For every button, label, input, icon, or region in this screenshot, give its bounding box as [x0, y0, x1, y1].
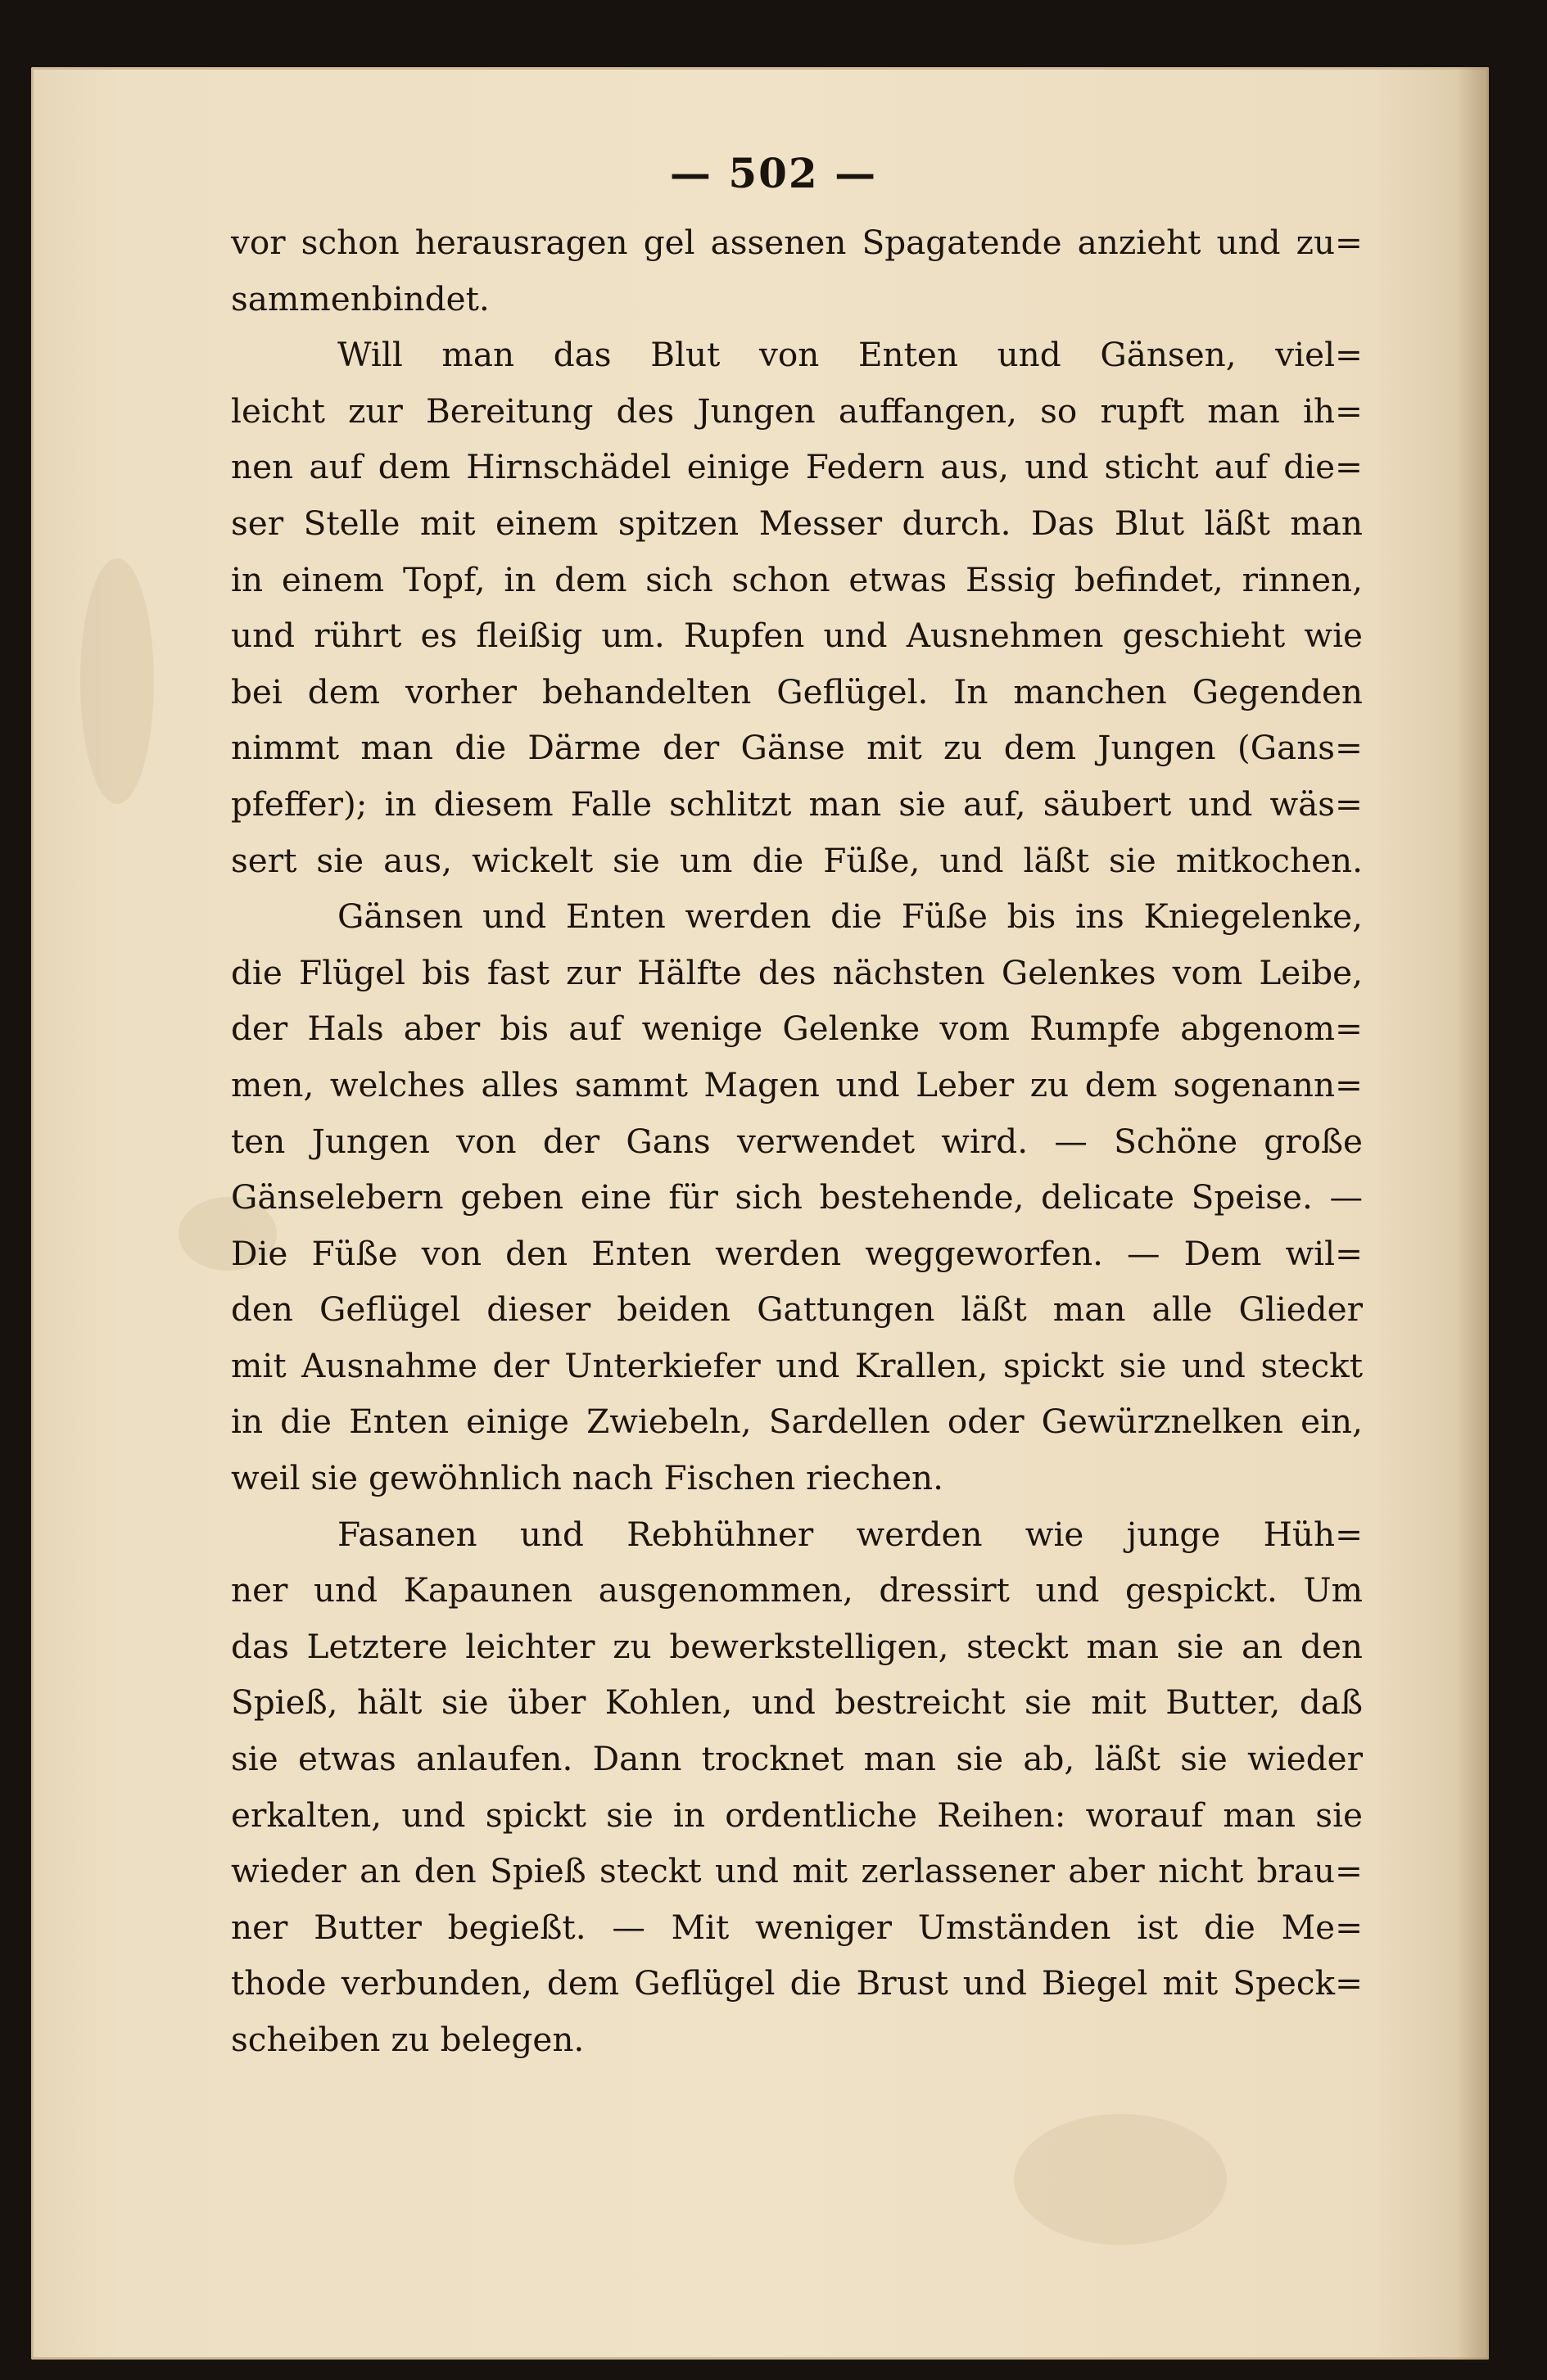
page-number: — 502 — [669, 149, 878, 197]
paragraph-start-line: Will man das Blut von Enten und Gänsen, viel= [337, 335, 1363, 375]
text-line: pfeffer); in diesem Falle schlitzt man sie auf, säubert und wäs= [231, 784, 1363, 824]
text-line: den Geflügel dieser beiden Gattungen läßt man alle Glieder [231, 1289, 1363, 1330]
text-line: mit Ausnahme der Unterkiefer und Krallen, spickt sie und steckt [231, 1345, 1363, 1385]
text-line: in die Enten einige Zwiebeln, Sardellen oder Gewürznelken ein, [231, 1402, 1363, 1442]
paper-stain [1014, 2114, 1227, 2245]
text-line: der Hals aber bis auf wenige Gelenke vom Rumpfe abgenom= [231, 1009, 1363, 1049]
paragraph-start-line: Fasanen und Rebhühner werden wie junge Hüh= [337, 1514, 1363, 1554]
text-line: ner und Kapaunen ausgenommen, dressirt und gespickt. Um [231, 1570, 1363, 1610]
text-line: das Letztere leichter zu bewerkstelligen, steckt man sie an den [231, 1626, 1363, 1666]
text-line: die Flügel bis fast zur Hälfte des nächsten Gelenkes vom Leibe, [231, 952, 1363, 992]
text-line: ten Jungen von der Gans verwendet wird. — Schöne große [231, 1121, 1363, 1161]
text-line: sammenbindet. [231, 278, 490, 318]
text-line: ser Stelle mit einem spitzen Messer durch. Das Blut läßt man [231, 503, 1363, 543]
text-line: men, welches alles sammt Magen und Leber zu dem sogenann= [231, 1064, 1363, 1104]
text-line: vor schon herausragen gel assenen Spagatende anzieht und zu= [231, 223, 1363, 262]
text-line: ner Butter begießt. — Mit weniger Umständen ist die Me= [231, 1907, 1363, 1947]
paper-stain [80, 558, 154, 804]
text-line: nen auf dem Hirnschädel einige Federn aus, und sticht auf die= [231, 447, 1363, 487]
body-text [231, 215, 1363, 2068]
text-line: wieder an den Spieß steckt und mit zerlassener aber nicht brau= [231, 1851, 1363, 1891]
text-line: Die Füße von den Enten werden weggeworfen. — Dem wil= [231, 1233, 1363, 1273]
text-line: sert sie aus, wickelt sie um die Füße, und läßt sie mitkochen. [231, 840, 1363, 880]
text-line: weil sie gewöhnlich nach Fischen riechen. [231, 1458, 944, 1498]
text-line: Gänselebern geben eine für sich bestehende, delicate Speise. — [231, 1177, 1363, 1217]
text-line: thode verbunden, dem Geflügel die Brust und Biegel mit Speck= [231, 1963, 1363, 2003]
text-line: sie etwas anlaufen. Dann trocknet man sie ab, läßt sie wieder [231, 1739, 1363, 1779]
paragraph-start-line: Gänsen und Enten werden die Füße bis ins Kniegelenke, [337, 896, 1363, 937]
text-line: erkalten, und spickt sie in ordentliche Reihen: worauf man sie [231, 1795, 1363, 1835]
text-line: bei dem vorher behandelten Geflügel. In manchen Gegenden [231, 671, 1363, 711]
page-edge-shadow [1456, 67, 1489, 2360]
text-line: nimmt man die Därme der Gänse mit zu dem Jungen (Gans= [231, 728, 1363, 768]
text-line: leicht zur Bereitung des Jungen auffangen, so rupft man ih= [231, 391, 1363, 431]
text-line: in einem Topf, in dem sich schon etwas Essig befindet, rinnen, [231, 559, 1363, 599]
text-line: und rührt es fleißig um. Rupfen und Ausnehmen geschieht wie [231, 616, 1363, 656]
text-line: scheiben zu belegen. [231, 2020, 585, 2059]
text-line: Spieß, hält sie über Kohlen, und bestreicht sie mit Butter, daß [231, 1682, 1363, 1723]
